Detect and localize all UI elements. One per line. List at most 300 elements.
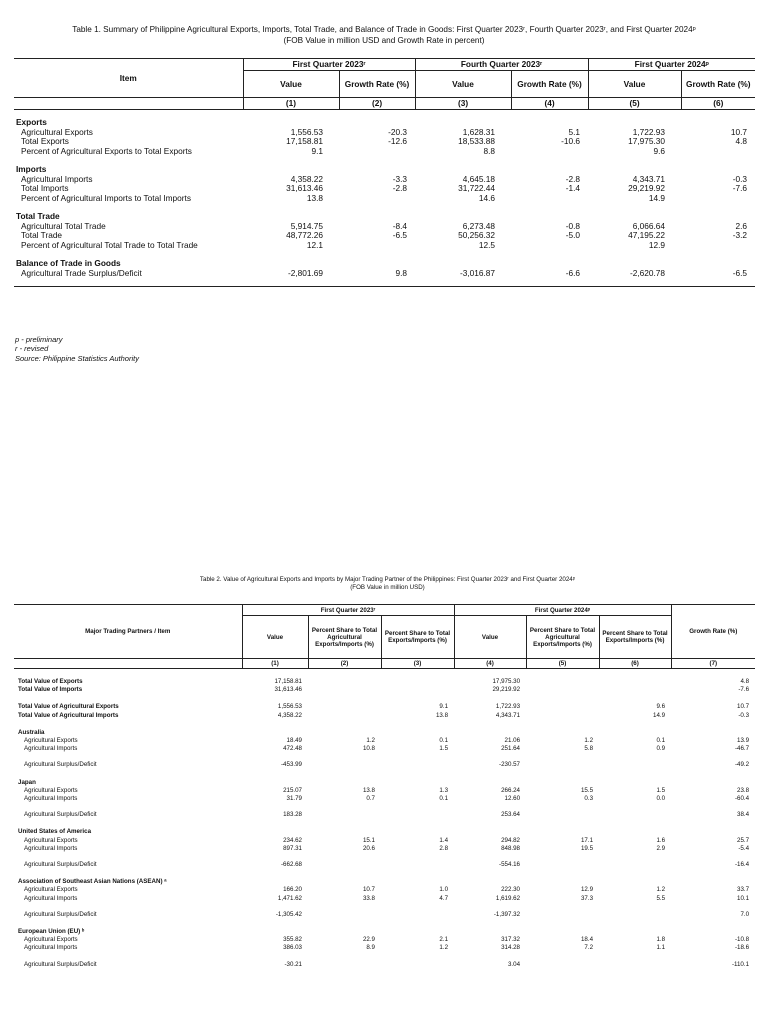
table1-growth-header: Growth Rate (%) xyxy=(681,71,755,98)
table2-partner-title: Association of Southeast Asian Nations (ASEAN) ᵃ xyxy=(18,878,167,886)
table2-value-cell: 4.7 xyxy=(439,894,449,902)
table1-section-title: Total Trade xyxy=(16,211,60,221)
table2-item-header: Major Trading Partners / Item xyxy=(14,605,242,659)
table1-growth-cell: 2.6 xyxy=(735,220,748,231)
table1-item-header: Item xyxy=(14,59,243,98)
table1-value-cell: 12.1 xyxy=(306,239,323,250)
table1-notes xyxy=(15,335,139,363)
table1-colnum: (5) xyxy=(588,98,681,110)
table2-value-cell: 10.1 xyxy=(737,894,750,902)
table2-row xyxy=(14,686,755,694)
table2-row xyxy=(14,761,755,769)
table2-spacer xyxy=(14,869,755,878)
table2-row-label: Agricultural Imports xyxy=(24,944,78,952)
table1-value-cell: 4,358.22 xyxy=(290,173,323,184)
table2-partner-title: Australia xyxy=(18,728,45,736)
table2-value-cell xyxy=(308,712,381,720)
table1-growth-cell: -3.3 xyxy=(392,173,408,184)
table1-value-cell: 12.9 xyxy=(648,239,666,250)
table2-value-cell: 18.49 xyxy=(286,737,302,745)
table1-value-cell: 9.1 xyxy=(311,145,323,156)
table2-row-label: Total Value of Imports xyxy=(18,686,83,694)
table2-value-cell: 31.79 xyxy=(286,795,302,803)
table1-spacer-cell xyxy=(14,250,755,259)
note-source: Source: Philippine Statistics Authority xyxy=(15,353,139,363)
table2-row xyxy=(14,961,755,969)
table2-value-cell: 1.2 xyxy=(656,886,666,894)
table1-growth-cell: -1.4 xyxy=(565,183,581,193)
table2-value-cell xyxy=(308,761,381,769)
table1-section-title: Balance of Trade in Goods xyxy=(16,258,121,268)
table2-value-cell: 1,471.62 xyxy=(277,894,302,902)
table2-value-cell: -230.57 xyxy=(499,761,521,769)
table1-bottom-rule xyxy=(14,278,755,287)
table1-row-label: Agricultural Total Trade xyxy=(21,220,106,231)
table2-value-cell: 183.28 xyxy=(283,811,302,819)
table1-spacer xyxy=(14,250,755,259)
table2-spacer-cell xyxy=(14,819,755,828)
table2-value-cell: 314.28 xyxy=(501,944,521,952)
table2-value-cell: 1.2 xyxy=(439,944,449,952)
table2-spacer-cell xyxy=(14,720,755,729)
table2-row-label: Agricultural Imports xyxy=(24,795,78,803)
table1-growth-cell xyxy=(339,241,415,251)
table2-value-cell: 897.31 xyxy=(283,844,302,852)
table1-colnum: (4) xyxy=(511,98,588,110)
table2-value-cell: 215.07 xyxy=(283,786,302,794)
table2-value-cell: 234.62 xyxy=(283,836,302,844)
table2-colnum: (2) xyxy=(308,659,381,669)
table2-value-cell: 14.9 xyxy=(653,711,666,719)
table2-row-label: Agricultural Surplus/Deficit xyxy=(24,761,97,769)
table2-colnum: (3) xyxy=(381,659,454,669)
table2-row-label: Agricultural Exports xyxy=(24,886,78,894)
table2-value-cell xyxy=(308,961,381,969)
table1-value-header: Value xyxy=(588,71,681,98)
table1-section-title: Imports xyxy=(16,164,47,174)
table2-value-cell: 2.1 xyxy=(439,936,449,944)
table2-value-cell xyxy=(526,678,599,686)
table2-row-label: Total Value of Agricultural Exports xyxy=(18,703,119,711)
table1-title xyxy=(20,25,748,46)
table2-value-cell xyxy=(526,861,599,869)
table2-row-label: Agricultural Imports xyxy=(24,894,78,902)
table2-row-label: Agricultural Exports xyxy=(24,936,78,944)
table1-spacer xyxy=(14,156,755,165)
table1-row-label: Agricultural Trade Surplus/Deficit xyxy=(21,267,142,278)
table2-title xyxy=(120,576,655,592)
table2-value-cell: 472.48 xyxy=(283,745,302,753)
table2-row xyxy=(14,745,755,753)
table2-value-cell: 12.60 xyxy=(504,795,521,803)
table2-value-cell: 4.8 xyxy=(740,678,750,685)
table2-value-cell: -16.4 xyxy=(734,861,750,869)
table2-partner-title: United States of America xyxy=(18,828,92,836)
table1-value-cell: 17,975.30 xyxy=(628,136,666,146)
table2-value-cell: 0.1 xyxy=(439,737,449,745)
table1-value-cell: 31,613.46 xyxy=(286,183,323,193)
table2-share-agri-header: Percent Share to Total Agricultural Exports/Imports (%) xyxy=(308,616,381,659)
table2-value-cell xyxy=(526,811,599,819)
table2-colnum: (5) xyxy=(526,659,599,669)
table2-value-cell xyxy=(526,761,599,769)
table2-value-cell: 0.3 xyxy=(584,795,594,803)
table2-value-cell xyxy=(599,861,671,869)
table2-period-header-1: First Quarter 2023ʳ xyxy=(242,605,454,616)
table1-spacer-cell xyxy=(14,110,755,119)
table2-value-cell: -60.4 xyxy=(734,795,750,803)
table2-value-cell: 1,619.62 xyxy=(495,894,521,902)
table2-value-cell: 251.64 xyxy=(501,745,521,753)
table1-row-label: Percent of Agricultural Total Trade to Total Trade xyxy=(21,239,198,250)
table2-value-cell: 0.7 xyxy=(366,795,375,803)
table2-value-cell xyxy=(308,686,381,694)
table2-value-cell xyxy=(599,678,671,686)
table1-section-title: Exports xyxy=(16,117,47,127)
table2-value-cell: -46.7 xyxy=(734,745,750,753)
table1-body xyxy=(14,110,755,287)
table2-row xyxy=(14,886,755,894)
table2-value-cell: 18.4 xyxy=(580,936,594,944)
table1-value-cell: 17,158.81 xyxy=(286,136,323,146)
table2-value-cell: 317.32 xyxy=(501,936,521,944)
table1-value-cell: 12.5 xyxy=(478,239,496,250)
table1-value-cell: -3,016.87 xyxy=(459,267,496,278)
table2-row xyxy=(14,861,755,869)
table2-row xyxy=(14,895,755,903)
table1-row-label: Agricultural Imports xyxy=(21,173,93,184)
note-revised: r - revised xyxy=(15,344,49,354)
table1-colnum: (6) xyxy=(681,98,755,110)
table2-value-cell: 5.8 xyxy=(584,745,594,753)
table1-title-text: Table 1. Summary of Philippine Agricultural Exports, Imports, Total Trade, and Balance of Trade in Goods: First Quarter 2023ʳ, Fourth Quarter 2023ʳ, and First Quarter 2024ᵖ xyxy=(72,25,696,34)
table2-value-cell: 8.9 xyxy=(366,944,375,952)
table1-growth-cell: -6.5 xyxy=(392,230,408,240)
table2-spacer-cell xyxy=(14,953,755,961)
table2-spacer xyxy=(14,753,755,761)
table2-value-cell: 4,343.71 xyxy=(495,711,521,719)
table1-growth-cell: 5.1 xyxy=(568,126,581,137)
table1 xyxy=(14,58,755,287)
table2-value-cell: -554.16 xyxy=(499,861,521,869)
table2-value-cell: 10.7 xyxy=(737,703,750,711)
table2-value-cell: 9.1 xyxy=(439,703,449,711)
table2-value-cell: -110.1 xyxy=(731,960,750,968)
table2-value-cell xyxy=(599,761,671,769)
table2-value-cell: 1.8 xyxy=(656,936,666,944)
table2-partner-title: Japan xyxy=(18,778,36,786)
table1-value-header: Value xyxy=(243,71,339,98)
table1-growth-cell xyxy=(681,194,755,204)
table2-value-cell: -0.3 xyxy=(738,711,750,719)
table2-partner-row xyxy=(14,779,755,787)
table2-value-cell xyxy=(526,712,599,720)
table2-row xyxy=(14,787,755,795)
table2 xyxy=(14,604,755,978)
table2-row xyxy=(14,811,755,819)
table1-growth-cell xyxy=(511,241,588,251)
table2-value-cell xyxy=(308,811,381,819)
table2-row xyxy=(14,712,755,720)
table2-value-cell: 0.9 xyxy=(656,745,666,753)
table2-value-cell: 266.24 xyxy=(501,786,521,794)
table2-spacer xyxy=(14,694,755,703)
table2-period-header-2: First Quarter 2024ᵖ xyxy=(454,605,671,616)
table2-value-cell: -453.99 xyxy=(281,761,302,769)
table2-value-cell: 386.03 xyxy=(283,944,302,952)
table1-growth-cell: -5.0 xyxy=(565,230,581,240)
table1-growth-cell xyxy=(681,147,755,157)
table2-row xyxy=(14,944,755,952)
table2-value-cell: 33.7 xyxy=(737,886,750,894)
table2-row xyxy=(14,795,755,803)
table2-spacer xyxy=(14,720,755,729)
table2-value-cell: 17,975.30 xyxy=(492,678,521,685)
table2-spacer xyxy=(14,819,755,828)
table2-value-cell: 17,158.81 xyxy=(274,678,302,685)
table2-spacer xyxy=(14,953,755,961)
table1-growth-header: Growth Rate (%) xyxy=(339,71,415,98)
table1-value-cell: -2,801.69 xyxy=(287,267,323,278)
table1-growth-cell: -7.6 xyxy=(732,183,748,193)
table2-value-cell: 1.4 xyxy=(439,836,449,844)
table2-spacer-cell xyxy=(14,969,755,978)
table2-colnum-blank xyxy=(14,659,242,669)
table2-value-cell: 29,219.92 xyxy=(492,686,521,694)
table1-growth-cell: -3.2 xyxy=(732,230,748,240)
table1-value-header: Value xyxy=(415,71,511,98)
table1-row-label: Agricultural Exports xyxy=(21,126,93,137)
table2-value-cell: -1,305.42 xyxy=(275,910,302,918)
table1-value-cell: 47,195.22 xyxy=(628,230,666,240)
table1-growth-cell: -6.6 xyxy=(565,267,581,278)
table1-colnum: (2) xyxy=(339,98,415,110)
table2-value-cell: -10.8 xyxy=(734,936,750,944)
table2-row xyxy=(14,911,755,919)
table2-value-cell: 7.0 xyxy=(740,910,750,918)
table1-row xyxy=(14,269,755,279)
table1-row-label: Total Trade xyxy=(21,230,63,240)
table2-row-label: Total Value of Exports xyxy=(18,678,83,685)
table2-row-label: Agricultural Exports xyxy=(24,836,78,844)
table1-row-label: Total Imports xyxy=(21,183,69,193)
table2-spacer xyxy=(14,919,755,928)
table2-value-cell: 9.6 xyxy=(656,703,666,711)
table1-value-cell: 13.8 xyxy=(306,192,323,203)
table2-partner-row xyxy=(14,729,755,737)
table2-colnum: (1) xyxy=(242,659,308,669)
table1-value-cell: 4,343.71 xyxy=(632,173,666,184)
table2-row-label: Agricultural Surplus/Deficit xyxy=(24,910,97,918)
table1-growth-cell: -0.3 xyxy=(732,173,748,184)
table2-title-text: Table 2. Value of Agricultural Exports and Imports by Major Trading Partner of the Philippines: First Quarter 2023ʳ and First Quarter 2024ᵖ xyxy=(199,576,576,583)
table2-value-cell: 13.9 xyxy=(737,737,750,745)
table1-growth-cell: 4.8 xyxy=(735,136,748,146)
table2-value-cell: 38.4 xyxy=(737,811,750,819)
table2-value-cell xyxy=(381,761,454,769)
table2-growth-header: Growth Rate (%) xyxy=(671,605,755,659)
table2-value-cell: -49.2 xyxy=(734,761,750,769)
table2-value-cell: 17.1 xyxy=(580,836,594,844)
table2-colnum: (6) xyxy=(599,659,671,669)
table2-spacer-cell xyxy=(14,770,755,779)
table2-row xyxy=(14,845,755,853)
table2-row xyxy=(14,678,755,686)
table2-spacer xyxy=(14,903,755,911)
table1-value-cell: 6,066.64 xyxy=(632,220,666,231)
table1-subtitle: (FOB Value in million USD and Growth Rate in percent) xyxy=(283,35,485,45)
table2-row xyxy=(14,936,755,944)
table1-growth-cell: -8.4 xyxy=(392,220,408,231)
table1-spacer-cell xyxy=(14,156,755,165)
table1-value-cell: 1,722.93 xyxy=(632,126,666,137)
table2-value-cell: 0.1 xyxy=(439,795,449,803)
table2-row-label: Agricultural Exports xyxy=(24,737,78,745)
table2-value-cell: 1,556.53 xyxy=(277,703,302,711)
table2-value-cell: 1.3 xyxy=(439,786,449,794)
table2-subtitle: (FOB Value in million USD) xyxy=(350,584,425,591)
table2-value-cell xyxy=(599,811,671,819)
table2-value-cell: 7.2 xyxy=(584,944,594,952)
table1-value-cell: 18,533.88 xyxy=(458,136,496,146)
table2-value-cell xyxy=(599,961,671,969)
table1-growth-cell: -0.8 xyxy=(565,220,581,231)
table1-value-cell: 14.9 xyxy=(648,192,666,203)
table1-value-cell: 6,273.48 xyxy=(462,220,496,231)
table2-value-cell: -18.6 xyxy=(734,944,750,952)
table1-row xyxy=(14,194,755,204)
table2-value-cell xyxy=(308,861,381,869)
table1-growth-cell: -6.5 xyxy=(732,267,748,278)
table1-value-cell: 9.6 xyxy=(653,145,666,156)
table2-value-cell xyxy=(308,911,381,919)
table2-value-cell: 355.82 xyxy=(283,936,302,944)
table2-value-cell: -30.21 xyxy=(284,960,302,968)
table2-value-cell: 5.5 xyxy=(656,894,666,902)
table2-value-cell xyxy=(381,961,454,969)
table2-value-cell: -662.68 xyxy=(281,861,302,869)
table2-value-cell: 2.8 xyxy=(439,844,449,852)
table2-value-cell: 1.6 xyxy=(656,836,666,844)
table2-value-cell: 31,613.46 xyxy=(274,686,302,694)
table1-spacer xyxy=(14,110,755,119)
table1-value-cell: 50,256.32 xyxy=(458,230,496,240)
table2-value-cell: -5.4 xyxy=(738,844,750,852)
table2-spacer xyxy=(14,770,755,779)
table2-value-cell: 1.2 xyxy=(584,737,594,745)
table1-growth-cell xyxy=(339,147,415,157)
table2-value-cell xyxy=(381,811,454,819)
table2-row-label: Total Value of Agricultural Imports xyxy=(18,711,119,719)
table2-spacer xyxy=(14,669,755,679)
table1-spacer-cell xyxy=(14,203,755,212)
table1-growth-cell xyxy=(681,241,755,251)
table2-value-cell: 253.64 xyxy=(501,811,521,819)
table2-spacer xyxy=(14,853,755,861)
table2-value-cell: 19.5 xyxy=(580,844,594,852)
table2-value-cell xyxy=(526,703,599,711)
table2-partner-row xyxy=(14,828,755,836)
table2-value-cell: 13.8 xyxy=(435,711,449,719)
table2-value-cell: 37.3 xyxy=(580,894,594,902)
table2-row-label: Agricultural Surplus/Deficit xyxy=(24,960,97,968)
table1-growth-cell: 9.8 xyxy=(395,267,408,278)
table1-row xyxy=(14,147,755,157)
note-preliminary: p - preliminary xyxy=(15,335,63,344)
table2-value-cell: 1.0 xyxy=(439,886,449,894)
table2-value-cell: 12.9 xyxy=(580,886,594,894)
table2-value-cell: 222.30 xyxy=(501,886,521,894)
table2-value-cell: 15.5 xyxy=(580,786,594,794)
table2-value-cell: 21.06 xyxy=(504,737,521,745)
table2-value-cell: 1.5 xyxy=(439,745,449,753)
table2-spacer-cell xyxy=(14,853,755,861)
table1-colnum: (3) xyxy=(415,98,511,110)
table2-share-total-header: Percent Share to Total Exports/Imports (%) xyxy=(381,616,454,659)
table2-value-cell: 1,722.93 xyxy=(495,703,521,711)
table1-colnum: (1) xyxy=(243,98,339,110)
table1-bottom-rule-cell xyxy=(14,278,755,287)
table2-row-label: Agricultural Exports xyxy=(24,786,78,794)
table2-spacer-cell xyxy=(14,903,755,911)
table2-spacer-cell xyxy=(14,753,755,761)
table2-spacer xyxy=(14,969,755,978)
table2-value-cell: 1.5 xyxy=(656,786,666,794)
table2-spacer-cell xyxy=(14,919,755,928)
table1-growth-cell: -10.6 xyxy=(561,136,581,146)
table2-share-total-header: Percent Share to Total Exports/Imports (%) xyxy=(599,616,671,659)
table1-value-cell: 48,772.26 xyxy=(286,230,323,240)
table2-row-label: Agricultural Imports xyxy=(24,844,78,852)
table2-spacer-cell xyxy=(14,694,755,703)
table1-row-label: Percent of Agricultural Imports to Total Imports xyxy=(21,192,192,203)
table2-value-cell: 25.7 xyxy=(737,836,750,844)
table1-period-header-1: First Quarter 2023ʳ xyxy=(243,59,415,71)
table1-value-cell: 5,914.75 xyxy=(290,220,323,231)
table1-value-cell: 8.8 xyxy=(483,145,496,156)
table2-value-cell: 10.8 xyxy=(362,745,375,753)
table2-value-cell: 13.8 xyxy=(362,786,375,794)
table2-value-cell: 1.1 xyxy=(656,944,666,952)
table2-value-cell: 4,358.22 xyxy=(277,711,302,719)
table2-value-cell xyxy=(381,861,454,869)
table2-spacer-cell xyxy=(14,669,755,679)
table1-colnum-blank xyxy=(14,98,243,110)
table2-value-cell: 0.1 xyxy=(656,737,666,745)
table2-value-cell xyxy=(381,686,454,694)
table2-value-cell: 166.20 xyxy=(283,886,302,894)
table1-value-cell: 1,628.31 xyxy=(462,126,496,137)
table1-value-cell: -2,620.78 xyxy=(629,267,666,278)
table1-growth-cell: 10.7 xyxy=(730,126,748,137)
table1-growth-cell: -2.8 xyxy=(392,183,408,193)
table1-value-cell: 1,556.53 xyxy=(290,126,323,137)
table1-growth-cell xyxy=(511,147,588,157)
table2-value-cell: 22.9 xyxy=(362,936,375,944)
table2-row xyxy=(14,703,755,711)
table1-value-cell: 14.6 xyxy=(478,192,496,203)
table2-value-cell xyxy=(526,911,599,919)
table2-partner-row xyxy=(14,928,755,936)
table1-period-header-3: First Quarter 2024ᵖ xyxy=(588,59,755,71)
table2-value-cell: 3.04 xyxy=(507,960,521,968)
table2-value-cell: 20.6 xyxy=(362,844,375,852)
table2-row xyxy=(14,737,755,745)
table2-value-cell: 1.2 xyxy=(366,737,375,745)
table1-row-label: Percent of Agricultural Exports to Total Exports xyxy=(21,145,192,156)
table2-value-cell: 23.8 xyxy=(737,786,750,794)
table2-value-cell: -7.6 xyxy=(738,686,750,694)
